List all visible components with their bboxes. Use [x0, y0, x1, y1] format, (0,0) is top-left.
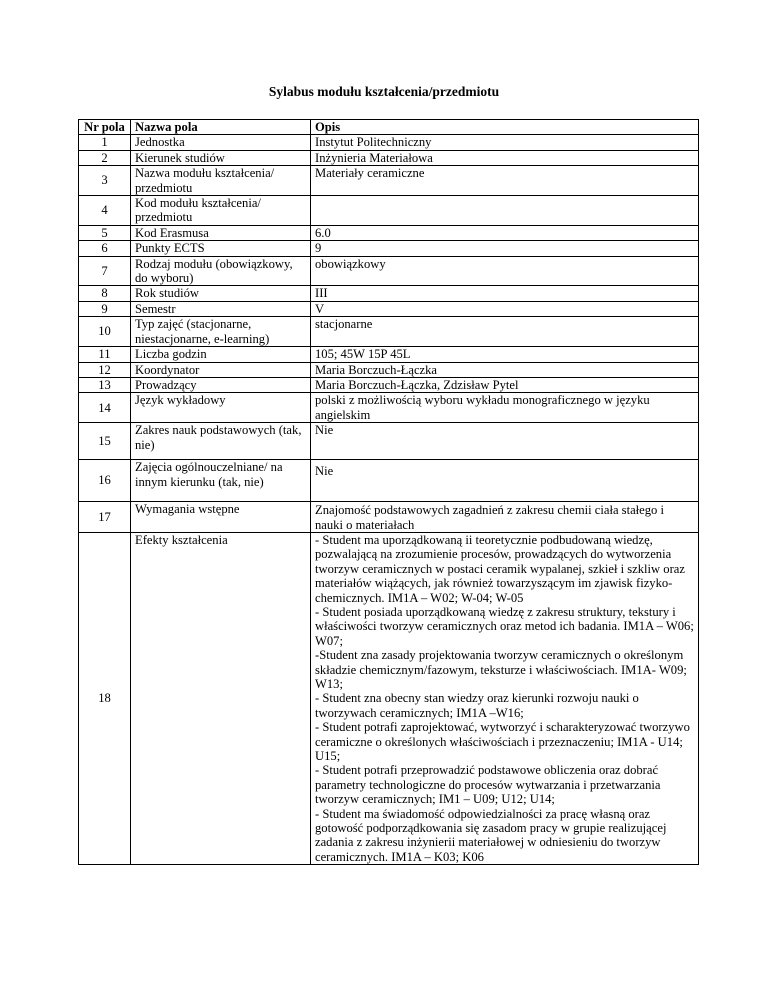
header-desc: Opis [311, 120, 699, 135]
table-header-row [79, 120, 699, 135]
row-nr: 3 [79, 166, 131, 196]
row-name: Nazwa modułu kształcenia/ przedmiotu [131, 166, 311, 196]
row-nr: 5 [79, 225, 131, 240]
table-row-efekty [79, 532, 699, 864]
row-nr: 15 [79, 423, 131, 460]
row-nr: 14 [79, 393, 131, 423]
table-row [79, 225, 699, 240]
document-title: Sylabus modułu kształcenia/przedmiotu [268, 84, 500, 99]
row-nr: 2 [79, 150, 131, 165]
row-nr: 7 [79, 256, 131, 286]
table-row [79, 393, 699, 423]
row-nr: 6 [79, 241, 131, 256]
learning-outcome-item: -Student zna zasady projektowania tworzyw ceramicznych o określonym składzie chemicznym/fazowym, teksturze i właściwościach. IM1A- W09; W13; [315, 648, 687, 691]
row-desc: obowiązkowy [311, 256, 699, 286]
row-desc: polski z możliwością wyboru wykładu monograficznego w języku angielskim [311, 393, 699, 423]
learning-outcome-item: - Student ma uporządkowaną ii teoretycznie podbudowaną wiedzę, pozwalającą na zrozumienie procesów, prowadzących do wytworzenia tworzyw ceramicznych w postaci ceramik wypalanej, szkieł i szkliw oraz materiałów wiążących, jak również towarzyszącym im zjawisk fizyko-chemicznych. IM1A – W02; W-04; W-05 [315, 532, 685, 605]
row-name: Koordynator [131, 362, 311, 377]
row-name: Język wykładowy [131, 393, 311, 423]
row-nr: 1 [79, 135, 131, 150]
row-desc: Inżynieria Materiałowa [311, 150, 699, 165]
table-row [79, 377, 699, 392]
row-nr: 16 [79, 460, 131, 502]
row-name: Kierunek studiów [131, 150, 311, 165]
table-row [79, 347, 699, 362]
row-desc: V [311, 301, 699, 316]
row-desc: Nie [311, 423, 699, 460]
row-desc: Maria Borczuch-Łączka, Zdzisław Pytel [311, 377, 699, 392]
table-row [79, 256, 699, 286]
row-nr: 8 [79, 286, 131, 301]
table-row [79, 502, 699, 533]
row-name: Efekty kształcenia [131, 532, 311, 864]
row-desc: 105; 45W 15P 45L [311, 347, 699, 362]
learning-outcome-item: - Student posiada uporządkowaną wiedzę z zakresu struktury, tekstury i właściwości tworzyw ceramicznych oraz metod ich badania. IM1A – W06; W07; [315, 604, 694, 648]
table-row [79, 423, 699, 460]
row-nr: 18 [79, 532, 131, 864]
row-desc [311, 196, 699, 226]
row-name: Zakres nauk podstawowych (tak, nie) [131, 423, 311, 460]
row-desc: 6.0 [311, 225, 699, 240]
row-nr: 12 [79, 362, 131, 377]
row-desc: Instytut Politechniczny [311, 135, 699, 150]
row-desc: III [311, 286, 699, 301]
table-row [79, 196, 699, 226]
row-name: Kod Erasmusa [131, 225, 311, 240]
row-name: Prowadzący [131, 377, 311, 392]
table-row [79, 150, 699, 165]
row-desc: Znajomość podstawowych zagadnień z zakresu chemii ciała stałego i nauki o materiałach [311, 502, 699, 533]
row-name: Rodzaj modułu (obowiązkowy, do wyboru) [131, 256, 311, 286]
learning-outcome-item: - Student potrafi przeprowadzić podstawowe obliczenia oraz dobrać parametry technologiczne do procesów wytwarzania i przetwarzania tworzyw ceramicznych; IM1 – U09; U12; U14; [315, 763, 661, 807]
row-nr: 9 [79, 301, 131, 316]
header-nr: Nr pola [79, 120, 131, 135]
row-name: Rok studiów [131, 286, 311, 301]
table-row [79, 286, 699, 301]
table-row [79, 460, 699, 502]
table-row [79, 362, 699, 377]
learning-outcome-item: - Student zna obecny stan wiedzy oraz kierunki rozwoju nauki o tworzywach ceramicznych; IM1A –W16; [315, 691, 639, 720]
learning-outcomes-cell [311, 532, 699, 864]
row-desc: 9 [311, 241, 699, 256]
row-desc: stacjonarne [311, 317, 699, 347]
row-nr: 10 [79, 317, 131, 347]
row-nr: 17 [79, 502, 131, 533]
header-name: Nazwa pola [131, 120, 311, 135]
learning-outcome-item: - Student potrafi zaprojektować, wytworzyć i scharakteryzować tworzywo ceramiczne o określonych właściwościach i przeznaczeniu; IM1A - U14; U15; [315, 720, 690, 764]
row-name: Punkty ECTS [131, 241, 311, 256]
row-name: Kod modułu kształcenia/ przedmiotu [131, 196, 311, 226]
table-row [79, 166, 699, 196]
row-name: Semestr [131, 301, 311, 316]
row-desc: Maria Borczuch-Łączka [311, 362, 699, 377]
syllabus-table [78, 119, 699, 865]
row-nr: 11 [79, 347, 131, 362]
table-row [79, 317, 699, 347]
row-name: Liczba godzin [131, 347, 311, 362]
table-row [79, 241, 699, 256]
row-name: Jednostka [131, 135, 311, 150]
row-name: Wymagania wstępne [131, 502, 311, 533]
row-desc: Nie [311, 460, 699, 502]
row-name: Typ zajęć (stacjonarne, niestacjonarne, e-learning) [131, 317, 311, 347]
row-nr: 13 [79, 377, 131, 392]
row-nr: 4 [79, 196, 131, 226]
table-row [79, 301, 699, 316]
row-desc: Materiały ceramiczne [311, 166, 699, 196]
table-row [79, 135, 699, 150]
learning-outcome-item: - Student ma świadomość odpowiedzialności za pracę własną oraz gotowość podporządkowania się zasadom pracy w grupie realizującej zadania z zakresu inżynierii materiałowej w odniesieniu do tworzyw ceramicznych. IM1A – K03; K06 [315, 806, 667, 864]
row-name: Zajęcia ogólnouczelniane/ na innym kierunku (tak, nie) [131, 460, 311, 502]
